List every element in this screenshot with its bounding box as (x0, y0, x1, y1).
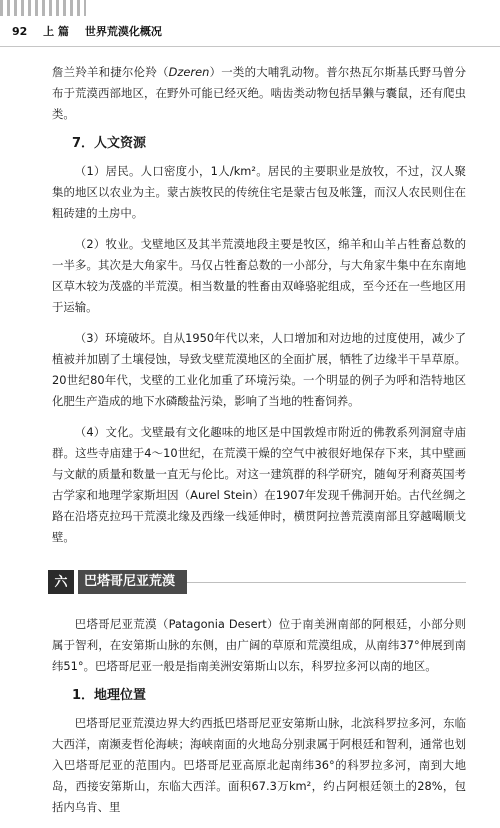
species-name: Dzeren (168, 65, 210, 79)
paragraph: 巴塔哥尼亚荒漠边界大约西抵巴塔哥尼亚安第斯山脉，北滨科罗拉多河，东临大西洋，南濒麦哲伦海峡；海峡南面的火地岛分别隶属于阿根廷和智利，通常也划入巴塔哥尼亚的范围内。巴塔哥尼亚高原北起南纬36°的科罗拉多河，南到大地岛，西接安第斯山，东临大西洋。面积67.3万km²，约占阿根廷领土的28%，包括内乌肯、里 (52, 716, 466, 814)
chapter-title: 巴塔哥尼亚荒漠 (78, 570, 187, 594)
section-heading-location: 1．地理位置 (72, 688, 147, 703)
chapter-heading (48, 568, 466, 596)
chapter-rule (187, 582, 466, 583)
book-section-title: 世界荒漠化概况 (84, 25, 162, 38)
chapter-number: 六 (48, 570, 74, 594)
running-header (12, 22, 174, 42)
paragraph: 巴塔哥尼亚荒漠（Patagonia Desert）位于南美洲南部的阿根廷，小部分则属于智利，在安第斯山脉的东侧，由广阔的草原和荒漠组成，从南纬37°伸展到南纬51°。巴塔哥尼亚一般是指南美洲安第斯山以东，科罗拉多河以南的地区。 (52, 617, 466, 673)
part-label: 上 篇 (43, 25, 69, 38)
header-rule (0, 46, 500, 47)
paragraph-text: ）一类的大哺乳动物。普尔热瓦尔斯基氏野马曾分布于荒漠西部地区，在野外可能已经灭绝。啮齿类动物包括旱獭与囊鼠，还有爬虫类。 (52, 65, 466, 121)
paragraph-continued (52, 62, 466, 125)
paragraph-text: 詹兰羚羊和捷尔伦羚（ (52, 65, 169, 79)
header-decoration-stripes (0, 0, 86, 16)
paragraph: （4）文化。戈壁最有文化趣味的地区是中国敦煌市附近的佛教系列洞窟寺庙群。这些寺庙建于4～10世纪，在荒漠干燥的空气中被很好地保存下来，其中壁画与文献的质量和数量一直无与伦比。对这一建筑群的科学研究，随匈牙利裔英国考古学家和地理学家斯坦因（Aurel Stein）在1907年发现千佛洞开始。古代丝绸之路在沿塔克拉玛干荒漠北缘及西缘一线延伸时，横贯阿拉善荒漠南部且穿越噶顺戈壁。 (52, 425, 466, 544)
page-number: 92 (12, 25, 28, 38)
paragraph: （3）环境破坏。自从1950年代以来，人口增加和对边地的过度使用，减少了植被并加剧了土壤侵蚀，导致戈壁荒漠地区的全面扩展，牺牲了边缘半干旱草原。20世纪80年代，戈壁的工业化加重了环境污染。一个明显的例子为呼和浩特地区化肥生产造成的地下水磷酸盐污染，影响了当地的牲畜饲养。 (52, 331, 466, 408)
paragraph: （1）居民。人口密度小，1人/km²。居民的主要职业是放牧，不过，汉人聚集的地区以农业为主。蒙古族牧民的传统住宅是蒙古包及帐篷，而汉人农民则住在粗砖建的土房中。 (52, 164, 466, 220)
paragraph: （2）牧业。戈壁地区及其半荒漠地段主要是牧区，绵羊和山羊占牲畜总数的一半多。其次是大角家牛。马仅占牲畜总数的一小部分，与大角家牛集中在东南地区草木较为茂盛的半荒漠。相当数量的牲畜由双峰骆驼组成，至今还在一些地区用于运输。 (52, 237, 466, 314)
section-heading-human-resources: 7．人文资源 (72, 136, 147, 151)
page-body (52, 62, 466, 828)
